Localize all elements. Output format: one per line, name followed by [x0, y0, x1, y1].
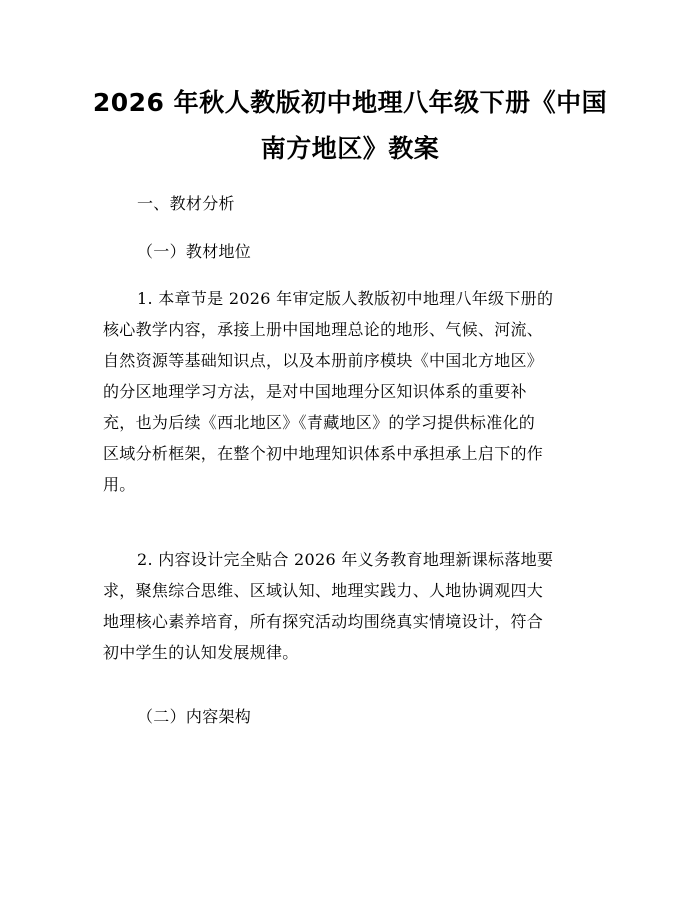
paragraph-1-line-3: 自然资源等基础知识点，以及本册前序模块《中国北方地区》 — [103, 351, 544, 370]
paragraph-2 — [103, 544, 603, 668]
subsection-heading-content-structure: （二）内容架构 — [137, 707, 252, 726]
paragraph-1-line-7: 用。 — [103, 475, 136, 494]
paragraph-1-line-5: 充，也为后续《西北地区》《青藏地区》的学习提供标准化的 — [103, 413, 536, 432]
paragraph-2-line-1: 2. 内容设计完全贴合 2026 年义务教育地理新课标落地要 — [137, 550, 554, 569]
paragraph-1 — [103, 283, 603, 500]
subsection-heading-textbook-position: （一）教材地位 — [137, 242, 252, 261]
paragraph-1-line-1: 1. 本章节是 2026 年审定版人教版初中地理八年级下册的 — [137, 289, 554, 308]
section-heading-textbook-analysis: 一、教材分析 — [137, 194, 235, 213]
paragraph-2-line-3: 地理核心素养培育，所有探究活动均围绕真实情境设计，符合 — [103, 612, 544, 631]
paragraph-2-line-4: 初中学生的认知发展规律。 — [103, 643, 299, 662]
paragraph-1-line-2: 核心教学内容，承接上册中国地理总论的地形、气候、河流、 — [103, 320, 544, 339]
paragraph-1-line-6: 区域分析框架，在整个初中地理知识体系中承担承上启下的作 — [103, 444, 544, 463]
paragraph-2-line-2: 求，聚焦综合思维、区域认知、地理实践力、人地协调观四大 — [103, 581, 544, 600]
document-title-line-2: 南方地区》教案 — [260, 134, 440, 163]
document-title-line-1: 2026 年秋人教版初中地理八年级下册《中国 — [92, 88, 608, 117]
paragraph-1-line-4: 的分区地理学习方法，是对中国地理分区知识体系的重要补 — [103, 382, 527, 401]
